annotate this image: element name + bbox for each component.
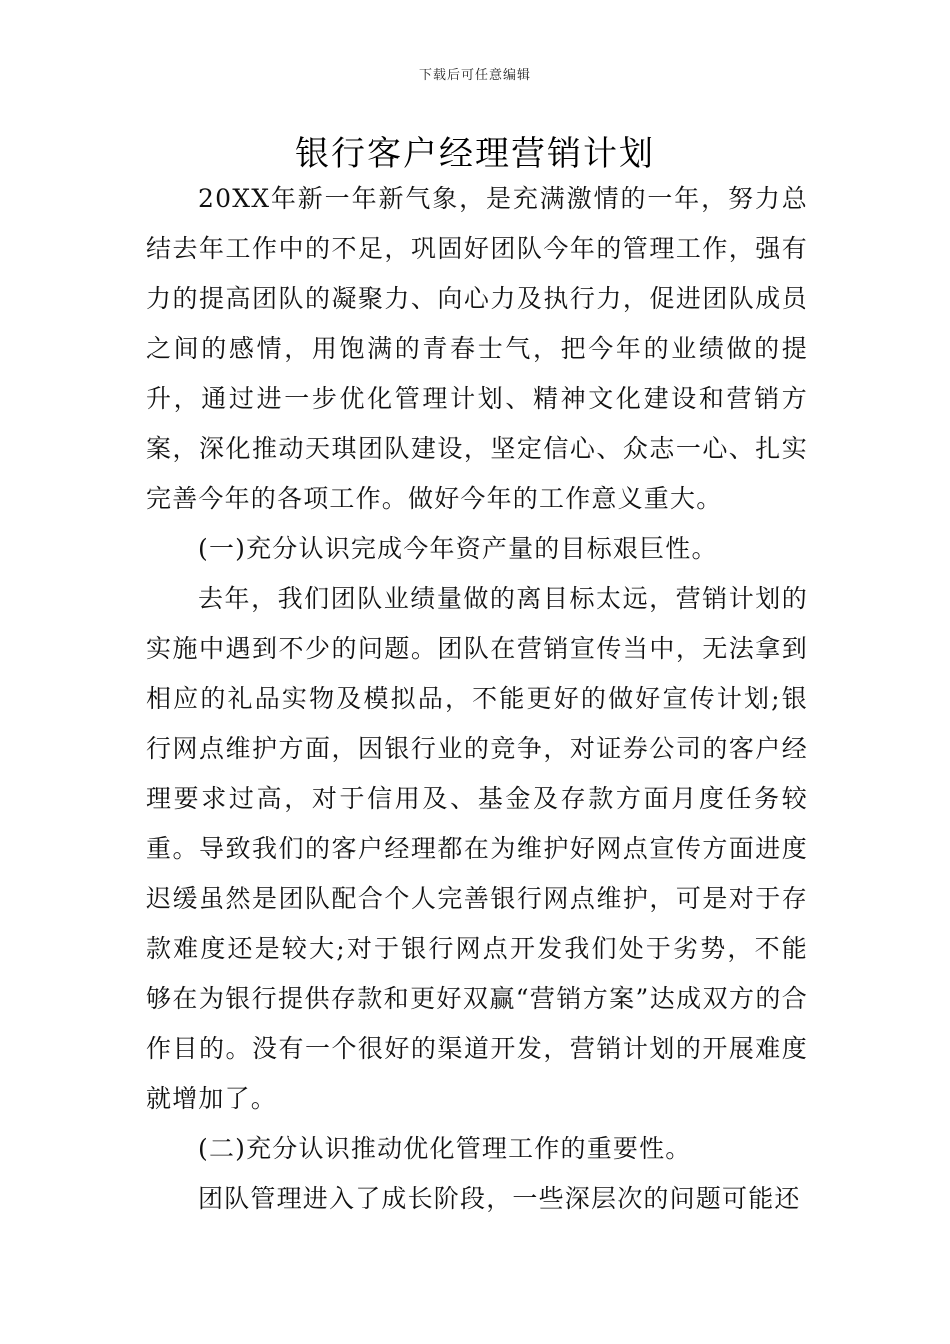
header-note: 下载后可任意编辑 [418, 68, 531, 83]
paragraph-section-2: 团队管理进入了成长阶段，一些深层次的问题可能还 [198, 1184, 801, 1213]
section-heading-2: (二)充分认识推动优化管理工作的重要性。 [198, 1134, 692, 1163]
section-heading-1: (一)充分认识完成今年资产量的目标艰巨性。 [198, 534, 718, 563]
document-title: 银行客户经理营销计划 [295, 134, 655, 174]
document-body [146, 174, 808, 1224]
paragraph-section-1: 去年，我们团队业绩量做的离目标太远，营销计划的实施中遇到不少的问题。团队在营销宣传当中，无法拿到相应的礼品实物及模拟品，不能更好的做好宣传计划;银行网点维护方面，因银行业的竞争，对证券公司的客户经理要求过高，对于信用及、基金及存款方面月度任务较重。导致我们的客户经理都在为维护好网点宣传方面进度迟缓虽然是团队配合个人完善银行网点维护，可是对于存款难度还是较大;对于银行网点开发我们处于劣势，不能够在为银行提供存款和更好双赢“营销方案”达成双方的合作目的。没有一个很好的渠道开发，营销计划的开展难度就增加了。 [146, 584, 808, 1113]
paragraph-intro: 20XX年新一年新气象，是充满激情的一年，努力总结去年工作中的不足，巩固好团队今年的管理工作，强有力的提高团队的凝聚力、向心力及执行力，促进团队成员之间的感情，用饱满的青春士气，把今年的业绩做的提升，通过进一步优化管理计划、精神文化建设和营销方案，深化推动天琪团队建设，坚定信心、众志一心、扎实完善今年的各项工作。做好今年的工作意义重大。 [146, 184, 808, 513]
